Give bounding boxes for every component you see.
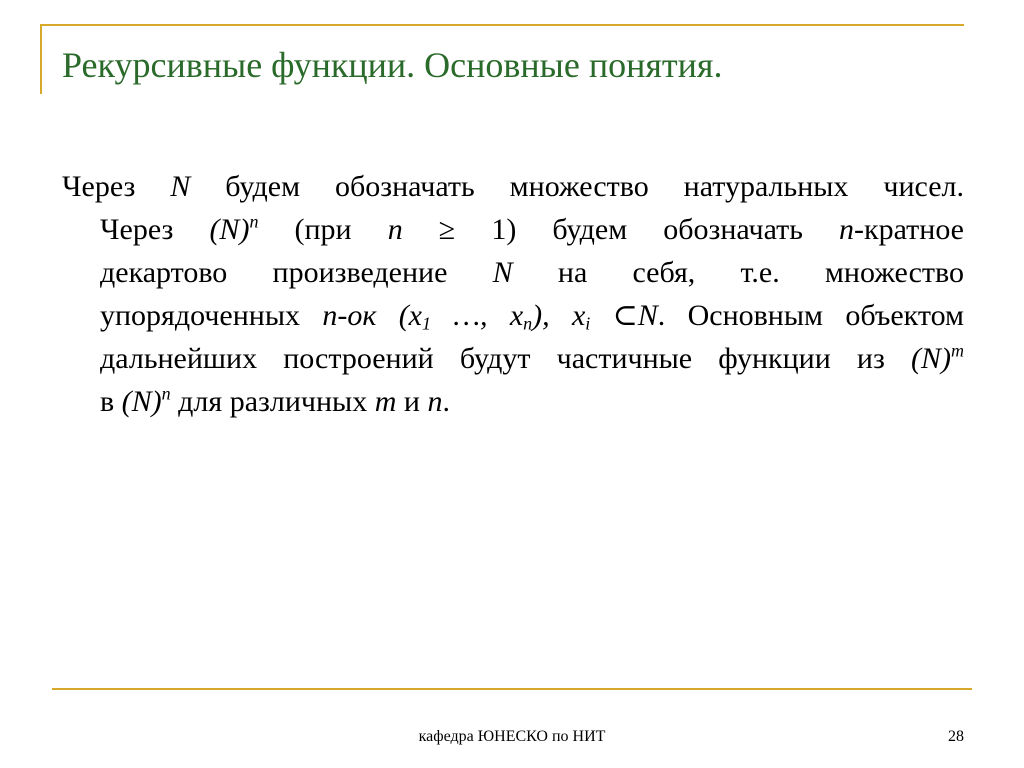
body-line-6: в $(N)^n$ для различных m и n. xyxy=(100,383,450,418)
page-number: 28 xyxy=(948,728,964,745)
body-line-1: Через N будем обозначать множество натуральных чисел. xyxy=(62,170,964,203)
body-line-3: декартово произведение N на себя, т.е. множество xyxy=(100,256,964,289)
footer-caption: кафедра ЮНЕСКО по НИТ xyxy=(418,728,606,745)
title-frame-left-rule xyxy=(40,24,42,94)
body-paragraph-indented xyxy=(62,208,964,423)
slide-body xyxy=(62,165,964,423)
slide-title: Рекурсивные функции. Основные понятия. xyxy=(62,45,723,85)
body-line-5: дальнейших построений будут частичные функции из $(N)^m$ xyxy=(100,340,964,375)
title-frame-top-rule xyxy=(40,24,964,26)
footer-rule xyxy=(52,688,972,690)
body-line-2: Через $(N)^n$ (при n ≥ 1) будем обозначать n-кратное xyxy=(100,211,964,246)
body-line-4: упорядоченных n-ок ($x_1$ …, $x_n$), $x_i$ ⊂N. Основным объектом xyxy=(100,299,964,334)
